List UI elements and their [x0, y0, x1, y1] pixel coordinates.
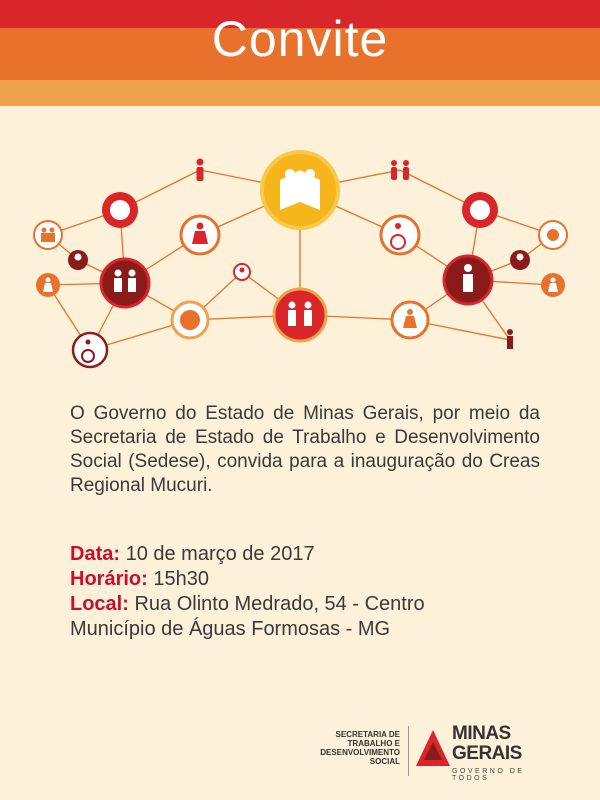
people-network-illustration	[0, 130, 600, 390]
woman-icon	[181, 216, 219, 254]
man-small-icon	[507, 329, 513, 349]
secretaria-line-2: TRABALHO E	[347, 739, 400, 748]
family-dark-node	[101, 259, 149, 307]
center-logo-node	[262, 152, 338, 228]
time-value: 15h30	[147, 568, 209, 590]
place-line	[70, 592, 550, 617]
footer-divider	[408, 726, 409, 776]
invitation-paragraph: O Governo do Estado de Minas Gerais, por meio da Secretaria de Estado de Trabalho e Desenvolvimento Social (Sedese), convida para a inauguração do Creas Regional Mucuri.	[70, 403, 540, 496]
baby-face-icon	[102, 192, 138, 228]
woman-right-icon	[541, 273, 565, 297]
minas-gerais-triangle-icon	[414, 728, 452, 768]
wheelchair-small-icon	[73, 333, 107, 367]
child-face-icon	[462, 192, 498, 228]
man-dark-node	[444, 256, 492, 304]
page-title: Convite	[211, 11, 389, 67]
brand-line-1: MINAS	[452, 723, 511, 744]
date-value: 10 de março de 2017	[120, 543, 315, 565]
elderly-face-icon	[172, 302, 208, 338]
brand-tagline: GOVERNO DE TODOS	[452, 768, 525, 782]
city-line: Município de Águas Formosas - MG	[70, 618, 391, 640]
header-band-light-orange	[0, 80, 600, 106]
footer-logos	[300, 722, 560, 782]
secretaria-line-1: SECRETARIA DE	[335, 730, 400, 739]
avatar-right-icon	[510, 250, 530, 270]
brand-line-2: GERAIS	[452, 743, 522, 764]
baby-small-icon	[539, 221, 567, 249]
avatar-small-icon	[234, 264, 250, 280]
place-value: Rua Olinto Medrado, 54 - Centro	[128, 593, 425, 615]
time-label: Horário:	[70, 568, 148, 590]
avatar-icon	[68, 250, 88, 270]
person-icon	[197, 159, 204, 182]
woman-small-icon	[36, 273, 60, 297]
date-label: Data:	[70, 543, 121, 565]
header-banner	[0, 0, 600, 120]
elderly-couple-icon	[274, 289, 326, 341]
woman-circle-icon	[392, 302, 428, 338]
family-group-icon	[34, 221, 62, 249]
time-line	[70, 567, 550, 592]
secretaria-line-4: SOCIAL	[369, 757, 400, 766]
secretaria-logo-text	[300, 730, 400, 766]
place-label: Local:	[70, 593, 129, 615]
brand-name	[452, 724, 522, 764]
event-details	[70, 542, 550, 642]
wheelchair-icon	[381, 216, 419, 254]
secretaria-line-3: DESENVOLVIMENTO	[320, 748, 400, 757]
date-line	[70, 542, 550, 567]
